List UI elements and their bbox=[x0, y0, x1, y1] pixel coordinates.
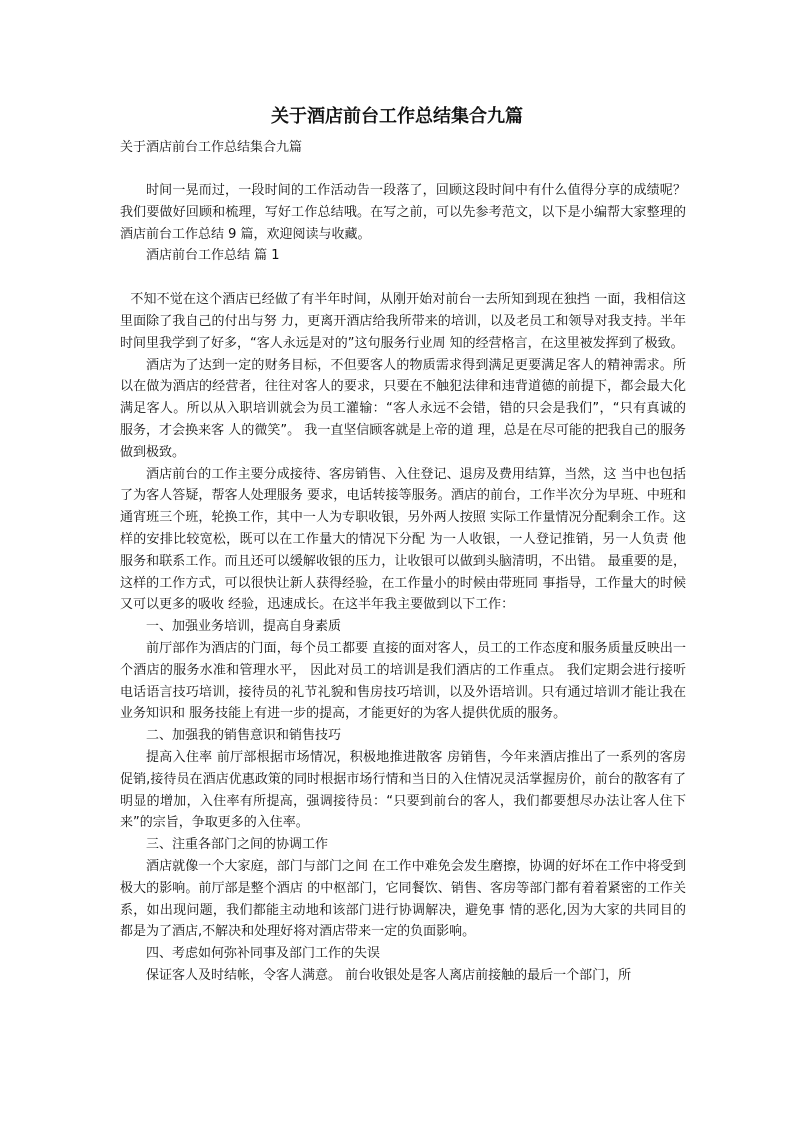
section-heading: 一、加强业务培训，提高自身素质 bbox=[146, 619, 342, 635]
section-heading: 二、加强我的销售意识和销售技巧 bbox=[146, 728, 342, 744]
body-paragraph: 不知不觉在这个酒店已经做了有半年时间，从刚开始对前台一去所知到现在独挡 一面，我相信这里面除了我自己的付出与努 力，更离开酒店给我所带来的培训，以及老员工和领导对我支持。半年时间里我学到了好多，“客人永远是对的”这句服务行业周 知的经营格言，在这里被发挥到了极致。 bbox=[120, 292, 686, 351]
section-heading: 三、注重各部门之间的协调工作 bbox=[146, 837, 329, 853]
document-body bbox=[120, 180, 686, 987]
intro-paragraph: 时间一晃而过，一段时间的工作活动告一段落了，回顾这段时间中有什么值得分享的成绩呢？我们要做好回顾和梳理，写好工作总结哦。在写之前，可以先参考范文，以下是小编帮大家整理的酒店前台工作总结 9 篇，欢迎阅读与收藏。 bbox=[120, 183, 686, 242]
body-paragraph: 前厅部作为酒店的门面，每个员工都要 直接的面对客人，员工的工作态度和服务质量反映出一个酒店的服务水准和管理水平， 因此对员工的培训是我们酒店的工作重点。 我们定期会进行接听电话语言技巧培训，接待员的礼节礼貌和售房技巧培训，以及外语培训。只有通过培训才能让我在业务知识和 服务技能上有进一步的提高，才能更好的为客人提供优质的服务。 bbox=[120, 640, 686, 722]
body-paragraph: 保证客人及时结帐，令客人满意。 前台收银处是客人离店前接触的最后一个部门，所 bbox=[146, 967, 632, 983]
article-heading: 酒店前台工作总结 篇 1 bbox=[146, 248, 280, 264]
section-heading: 四、考虑如何弥补同事及部门工作的失误 bbox=[146, 946, 381, 962]
document-subtitle: 关于酒店前台工作总结集合九篇 bbox=[120, 140, 303, 155]
body-paragraph: 提高入住率 前厅部根据市场情况，积极地推进散客 房销售，今年来酒店推出了一系列的客房促销,接待员在酒店优惠政策的同时根据市场行情和当日的入住情况灵活掌握房价，前台的散客有了明显的增加，入住率有所提高，强调接待员：“只要到前台的客人，我们都要想尽办法让客人住下来”的宗旨，争取更多的入住率。 bbox=[120, 749, 686, 831]
body-paragraph: 酒店前台的工作主要分成接待、客房销售、入住登记、退房及费用结算，当然，这 当中也包括了为客人答疑，帮客人处理服务 要求，电话转接等服务。酒店的前台，工作半次分为早班、中班和通宵班三个班，轮换工作，其中一人为专职收银，另外两人按照 实际工作量情况分配剩余工作。这样的安排比较宽松，既可以在工作量大的情况下分配 为一人收银，一人登记推销，另一人负责 他服务和联系工作。而且还可以缓解收银的压力，让收银可以做到头脑清明，不出错。 最重要的是，这样的工作方式，可以很快让新人获得经验，在工作量小的时候由带班同 事指导，工作量大的时候又可以更多的吸收 经验，迅速成长。在这半年我主要做到以下工作： bbox=[120, 466, 686, 613]
document-title: 关于酒店前台工作总结集合九篇 bbox=[271, 106, 523, 127]
body-paragraph: 酒店为了达到一定的财务目标，不但要客人的物质需求得到满足更要满足客人的精神需求。所以在做为酒店的经营者，往往对客人的要求，只要在不触犯法律和违背道德的前提下，都会最大化满足客人。所以从入职培训就会为员工灌输：“客人永远不会错，错的只会是我们”，“只有真诚的服务，才会换来客 人的微笑”。 我一直坚信顾客就是上帝的道 理，总是在尽可能的把我自己的服务做到极致。 bbox=[120, 357, 686, 460]
body-paragraph: 酒店就像一个大家庭，部门与部门之间 在工作中难免会发生磨擦，协调的好坏在工作中将受到极大的影响。前厅部是整个酒店 的中枢部门，它同餐饮、销售、客房等部门都有着着紧密的工作关系，如出现问题，我们都能主动地和该部门进行协调解决，避免事 情的恶化,因为大家的共同目的都是为了酒店,不解决和处理好将对酒店带来一定的负面影响。 bbox=[120, 858, 686, 940]
